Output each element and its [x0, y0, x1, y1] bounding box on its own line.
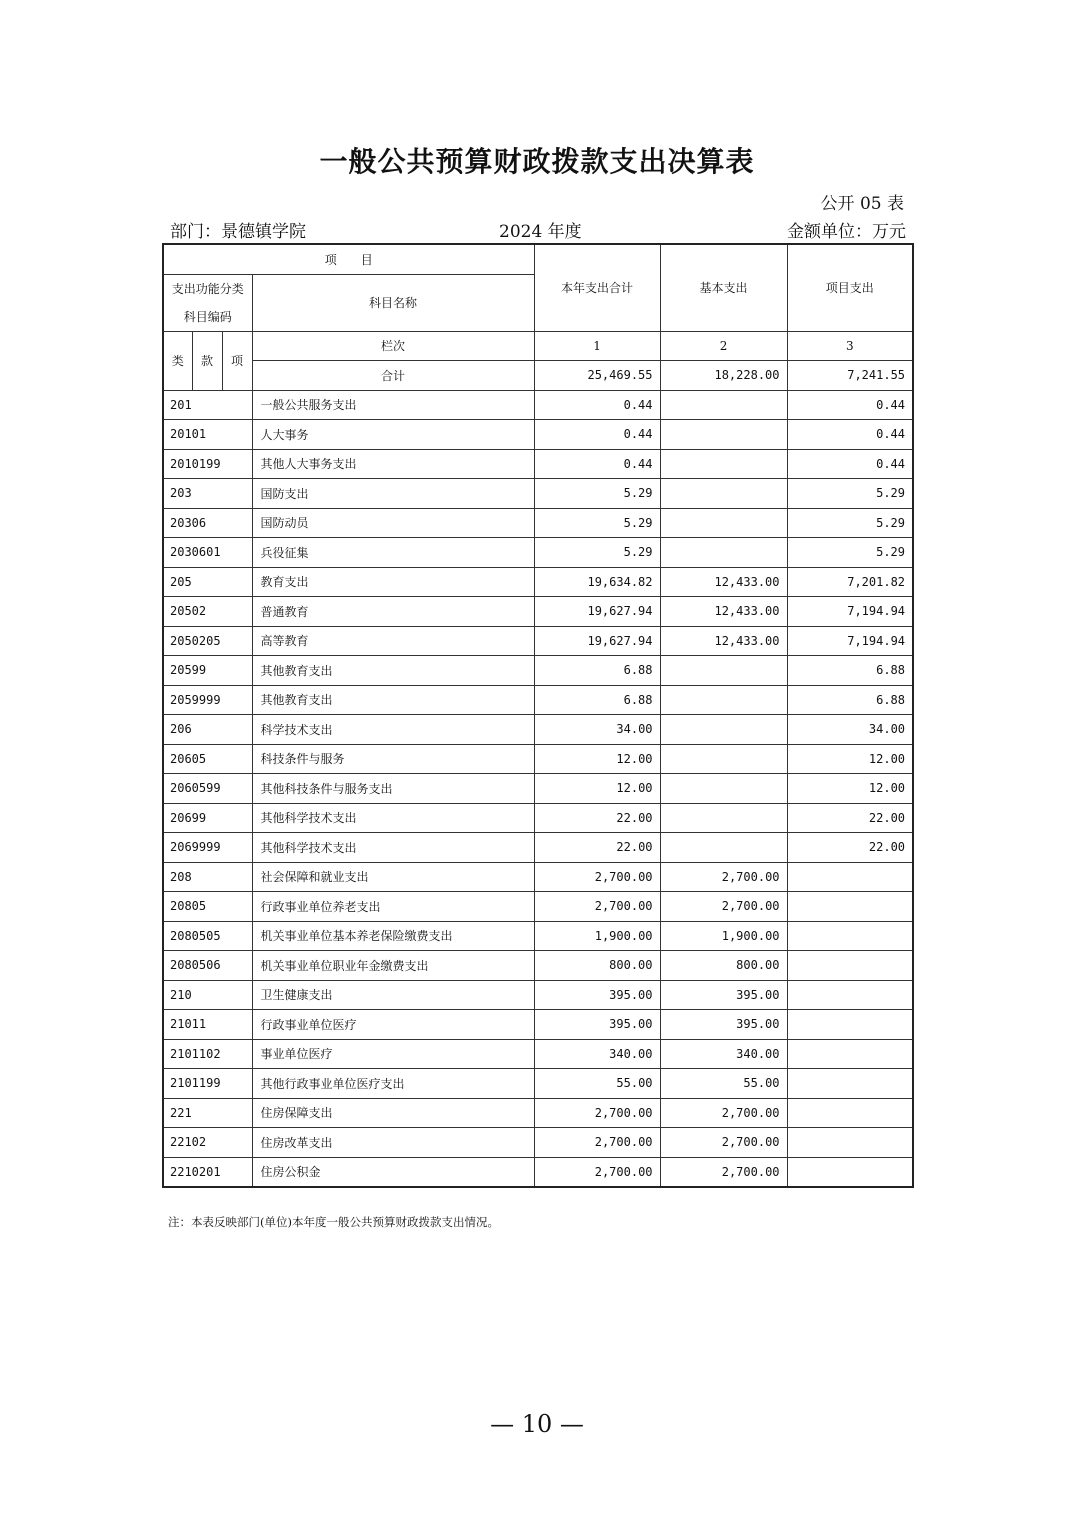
row-project: 6.88 — [787, 656, 913, 686]
row-project — [787, 1128, 913, 1158]
row-code: 22102 — [163, 1128, 252, 1158]
row-subject-name: 高等教育 — [252, 626, 534, 656]
table-row — [163, 803, 913, 833]
row-code: 2050205 — [163, 626, 252, 656]
header-func-class-line2: 科目编码 — [183, 309, 232, 324]
row-project: 12.00 — [787, 774, 913, 804]
total-project: 7,241.55 — [787, 361, 913, 391]
header-item: 项 目 — [163, 244, 534, 274]
row-subject-name: 一般公共服务支出 — [252, 390, 534, 420]
row-subject-name: 其他教育支出 — [252, 656, 534, 686]
row-total: 12.00 — [534, 774, 660, 804]
row-code: 210 — [163, 980, 252, 1010]
header-col-total: 本年支出合计 — [534, 244, 660, 331]
row-total: 1,900.00 — [534, 921, 660, 951]
row-code: 20605 — [163, 744, 252, 774]
row-total: 55.00 — [534, 1069, 660, 1099]
table-row — [163, 1128, 913, 1158]
row-basic — [660, 420, 787, 450]
table-row — [163, 1010, 913, 1040]
row-total: 2,700.00 — [534, 892, 660, 922]
table-row — [163, 685, 913, 715]
row-basic — [660, 774, 787, 804]
table-row — [163, 567, 913, 597]
row-basic: 55.00 — [660, 1069, 787, 1099]
row-basic: 340.00 — [660, 1039, 787, 1069]
row-code: 2101102 — [163, 1039, 252, 1069]
row-basic — [660, 685, 787, 715]
row-total: 22.00 — [534, 833, 660, 863]
row-total: 6.88 — [534, 656, 660, 686]
row-subject-name: 其他行政事业单位医疗支出 — [252, 1069, 534, 1099]
row-subject-name: 其他人大事务支出 — [252, 449, 534, 479]
row-project: 22.00 — [787, 803, 913, 833]
row-code: 2080505 — [163, 921, 252, 951]
table-row — [163, 1157, 913, 1187]
table-row — [163, 715, 913, 745]
year-label: 2024 年度 — [499, 222, 582, 242]
row-subject-name: 人大事务 — [252, 420, 534, 450]
table-row — [163, 921, 913, 951]
table-row — [163, 538, 913, 568]
row-project — [787, 980, 913, 1010]
header-index-2: 2 — [660, 331, 787, 361]
row-code: 2069999 — [163, 833, 252, 863]
unit-label: 金额单位：万元 — [787, 222, 906, 242]
table-row — [163, 626, 913, 656]
row-project: 34.00 — [787, 715, 913, 745]
row-subject-name: 其他科技条件与服务支出 — [252, 774, 534, 804]
meta-line — [170, 217, 906, 241]
row-code: 20306 — [163, 508, 252, 538]
row-project: 0.44 — [787, 390, 913, 420]
row-total: 19,634.82 — [534, 567, 660, 597]
header-column-index-label: 栏次 — [252, 331, 534, 361]
row-code: 208 — [163, 862, 252, 892]
row-code: 221 — [163, 1098, 252, 1128]
table-body — [163, 390, 913, 1187]
row-code: 20699 — [163, 803, 252, 833]
row-project: 5.29 — [787, 479, 913, 509]
row-subject-name: 其他教育支出 — [252, 685, 534, 715]
row-project: 22.00 — [787, 833, 913, 863]
table-row — [163, 656, 913, 686]
row-total: 0.44 — [534, 420, 660, 450]
footnote: 注：本表反映部门(单位)本年度一般公共预算财政拨款支出情况。 — [168, 1215, 499, 1229]
row-code: 20599 — [163, 656, 252, 686]
header-lei: 类 — [163, 331, 192, 390]
table-row — [163, 479, 913, 509]
row-project: 6.88 — [787, 685, 913, 715]
row-subject-name: 国防支出 — [252, 479, 534, 509]
table-row — [163, 449, 913, 479]
row-total: 5.29 — [534, 479, 660, 509]
row-total: 340.00 — [534, 1039, 660, 1069]
row-project — [787, 892, 913, 922]
row-project: 12.00 — [787, 744, 913, 774]
row-total: 2,700.00 — [534, 1157, 660, 1187]
row-code: 2059999 — [163, 685, 252, 715]
row-project: 7,194.94 — [787, 597, 913, 627]
row-subject-name: 住房改革支出 — [252, 1128, 534, 1158]
row-total: 2,700.00 — [534, 1128, 660, 1158]
total-basic: 18,228.00 — [660, 361, 787, 391]
row-basic — [660, 479, 787, 509]
row-basic: 12,433.00 — [660, 626, 787, 656]
header-func-class — [163, 274, 252, 331]
row-code: 2060599 — [163, 774, 252, 804]
row-project: 7,201.82 — [787, 567, 913, 597]
row-basic — [660, 538, 787, 568]
row-basic: 12,433.00 — [660, 597, 787, 627]
row-total: 5.29 — [534, 538, 660, 568]
header-xiang: 项 — [222, 331, 252, 390]
row-basic — [660, 449, 787, 479]
row-basic: 800.00 — [660, 951, 787, 981]
row-subject-name: 教育支出 — [252, 567, 534, 597]
row-subject-name: 国防动员 — [252, 508, 534, 538]
department-label: 部门：景德镇学院 — [170, 222, 306, 242]
row-total: 395.00 — [534, 980, 660, 1010]
row-total: 12.00 — [534, 744, 660, 774]
row-basic: 2,700.00 — [660, 892, 787, 922]
row-basic — [660, 508, 787, 538]
row-project — [787, 1157, 913, 1187]
header-func-class-line1: 支出功能分类 — [171, 281, 244, 296]
table-row — [163, 1098, 913, 1128]
row-code: 2030601 — [163, 538, 252, 568]
row-basic — [660, 715, 787, 745]
table-row — [163, 862, 913, 892]
row-basic: 395.00 — [660, 1010, 787, 1040]
row-subject-name: 卫生健康支出 — [252, 980, 534, 1010]
row-code: 20101 — [163, 420, 252, 450]
row-subject-name: 住房保障支出 — [252, 1098, 534, 1128]
row-basic — [660, 744, 787, 774]
row-subject-name: 社会保障和就业支出 — [252, 862, 534, 892]
row-project — [787, 862, 913, 892]
row-subject-name: 事业单位医疗 — [252, 1039, 534, 1069]
row-basic — [660, 803, 787, 833]
row-project — [787, 1098, 913, 1128]
row-total: 34.00 — [534, 715, 660, 745]
header-subject-name: 科目名称 — [252, 274, 534, 331]
row-code: 2080506 — [163, 951, 252, 981]
table-row — [163, 508, 913, 538]
total-sum: 25,469.55 — [534, 361, 660, 391]
row-basic: 1,900.00 — [660, 921, 787, 951]
row-basic: 2,700.00 — [660, 862, 787, 892]
row-code: 201 — [163, 390, 252, 420]
page-title: 一般公共预算财政拨款支出决算表 — [319, 145, 755, 178]
row-basic: 2,700.00 — [660, 1128, 787, 1158]
table-row — [163, 774, 913, 804]
row-basic — [660, 390, 787, 420]
table-row — [163, 833, 913, 863]
budget-table — [162, 243, 914, 1188]
row-code: 20502 — [163, 597, 252, 627]
row-basic — [660, 833, 787, 863]
table-row — [163, 1039, 913, 1069]
table-row — [163, 420, 913, 450]
row-total: 2,700.00 — [534, 862, 660, 892]
row-total: 5.29 — [534, 508, 660, 538]
row-total: 800.00 — [534, 951, 660, 981]
table-row — [163, 980, 913, 1010]
row-subject-name: 行政事业单位医疗 — [252, 1010, 534, 1040]
row-subject-name: 住房公积金 — [252, 1157, 534, 1187]
row-subject-name: 普通教育 — [252, 597, 534, 627]
table-row — [163, 744, 913, 774]
row-subject-name: 其他科学技术支出 — [252, 803, 534, 833]
row-total: 0.44 — [534, 449, 660, 479]
row-subject-name: 兵役征集 — [252, 538, 534, 568]
header-index-1: 1 — [534, 331, 660, 361]
table-row — [163, 597, 913, 627]
row-project: 0.44 — [787, 420, 913, 450]
row-project — [787, 1039, 913, 1069]
header-col-project: 项目支出 — [787, 244, 913, 331]
table-row — [163, 892, 913, 922]
row-subject-name: 其他科学技术支出 — [252, 833, 534, 863]
form-code: 公开 05 表 — [820, 194, 904, 214]
row-subject-name: 科技条件与服务 — [252, 744, 534, 774]
row-subject-name: 科学技术支出 — [252, 715, 534, 745]
row-project: 7,194.94 — [787, 626, 913, 656]
row-project: 0.44 — [787, 449, 913, 479]
row-project — [787, 921, 913, 951]
row-basic: 395.00 — [660, 980, 787, 1010]
row-project — [787, 1069, 913, 1099]
row-project: 5.29 — [787, 538, 913, 568]
row-total: 19,627.94 — [534, 626, 660, 656]
header-index-3: 3 — [787, 331, 913, 361]
table-row — [163, 390, 913, 420]
row-subject-name: 行政事业单位养老支出 — [252, 892, 534, 922]
row-code: 2210201 — [163, 1157, 252, 1187]
row-basic — [660, 656, 787, 686]
header-kuan: 款 — [192, 331, 222, 390]
row-code: 205 — [163, 567, 252, 597]
row-total: 2,700.00 — [534, 1098, 660, 1128]
row-basic: 12,433.00 — [660, 567, 787, 597]
row-code: 206 — [163, 715, 252, 745]
table-row — [163, 1069, 913, 1099]
row-code: 20805 — [163, 892, 252, 922]
row-total: 0.44 — [534, 390, 660, 420]
row-project — [787, 951, 913, 981]
row-code: 203 — [163, 479, 252, 509]
total-label: 合计 — [252, 361, 534, 391]
table-row — [163, 951, 913, 981]
row-project — [787, 1010, 913, 1040]
row-project: 5.29 — [787, 508, 913, 538]
row-subject-name: 机关事业单位基本养老保险缴费支出 — [252, 921, 534, 951]
row-basic: 2,700.00 — [660, 1157, 787, 1187]
row-total: 19,627.94 — [534, 597, 660, 627]
row-subject-name: 机关事业单位职业年金缴费支出 — [252, 951, 534, 981]
row-code: 2101199 — [163, 1069, 252, 1099]
row-basic: 2,700.00 — [660, 1098, 787, 1128]
header-col-basic: 基本支出 — [660, 244, 787, 331]
row-total: 6.88 — [534, 685, 660, 715]
row-code: 21011 — [163, 1010, 252, 1040]
row-code: 2010199 — [163, 449, 252, 479]
row-total: 22.00 — [534, 803, 660, 833]
page-number: — 10 — — [490, 1410, 584, 1438]
row-total: 395.00 — [534, 1010, 660, 1040]
